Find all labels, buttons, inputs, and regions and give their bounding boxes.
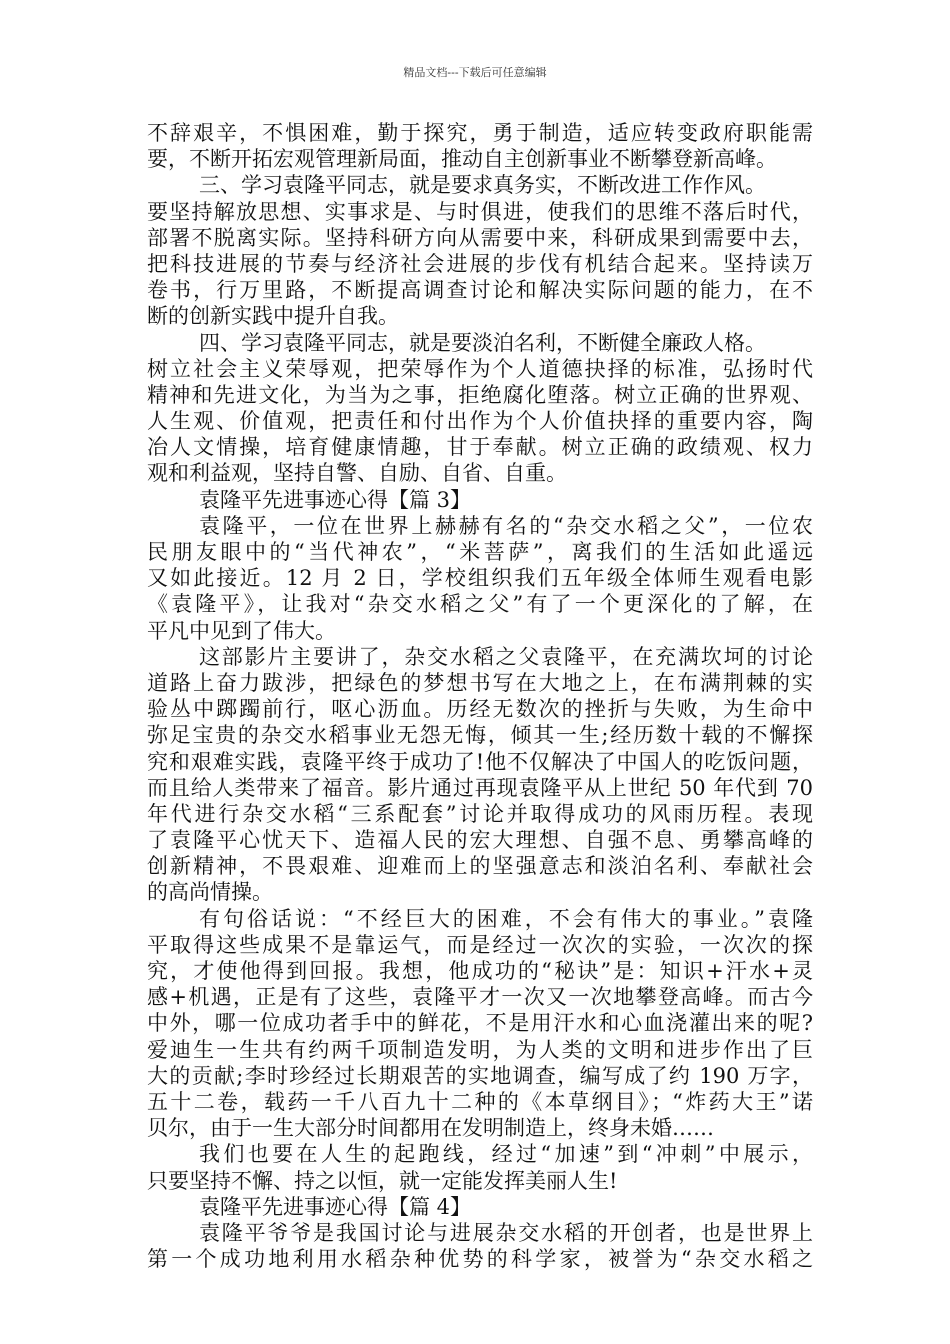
text-line: 只要坚持不懈、持之以恒，就一定能发挥美丽人生! (147, 1168, 618, 1193)
text-line: 《袁隆平》，让我对“杂交水稻之父”有了一个更深化的了解，在 (147, 592, 813, 617)
section-heading: 袁隆平先进事迹心得【篇 3】 (199, 487, 472, 512)
section-heading: 袁隆平先进事迹心得【篇 4】 (199, 1194, 472, 1219)
text-line: 了袁隆平心忧天下、造福人民的宏大理想、自强不息、勇攀高峰的 (147, 828, 813, 853)
page-header: 精品文档---下载后可任意编辑 (403, 66, 547, 79)
text-line: 袁隆平爷爷是我国讨论与进展杂交水稻的开创者，也是世界上 (199, 1220, 813, 1245)
text-line: 验丛中踯躅前行，呕心沥血。历经无数次的挫折与失败，为生命中 (147, 697, 813, 722)
text-line: 五十二卷，载药一千八百九十二种的《本草纲目》；“炸药大王”诺 (147, 1089, 813, 1114)
text-line: 要，不断开拓宏观管理新局面，推动自主创新事业不断攀登新高峰。 (147, 147, 777, 172)
text-line: 人生观、价值观，把责任和付出作为个人价值抉择的重要内容，陶 (147, 409, 813, 434)
document-body (147, 120, 813, 1272)
text-line: 平取得这些成果不是靠运气，而是经过一次次的实验，一次次的探 (147, 932, 813, 957)
text-line: 中外，哪一位成功者手中的鲜花，不是用汗水和心血浇灌出来的呢? (147, 1011, 813, 1036)
text-line: 卷书，行万里路，不断提高调查讨论和解决实际问题的能力，在不 (147, 278, 813, 303)
text-line: 三、学习袁隆平同志，就是要求真务实，不断改进工作作风。 (199, 173, 766, 198)
text-line: 有句俗话说：“不经巨大的困难，不会有伟大的事业。”袁隆 (199, 906, 813, 931)
text-line: 第一个成功地利用水稻杂种优势的科学家，被誉为“杂交水稻之 (147, 1247, 813, 1272)
text-line: 弥足宝贵的杂交水稻事业无怨无悔，倾其一生;经历数十载的不懈探 (147, 723, 813, 748)
text-line: 创新精神，不畏艰难、迎难而上的坚强意志和淡泊名利、奉献社会 (147, 854, 813, 879)
text-line: 要坚持解放思想、实事求是、与时俱进，使我们的思维不落后时代， (147, 199, 813, 224)
text-line: 树立社会主义荣辱观，把荣辱作为个人道德抉择的标准，弘扬时代 (147, 356, 813, 381)
text-line: 这部影片主要讲了，杂交水稻之父袁隆平，在充满坎坷的讨论 (199, 644, 813, 669)
text-line: 的高尚情操。 (147, 880, 273, 905)
text-line: 四、学习袁隆平同志，就是要淡泊名利，不断健全廉政人格。 (199, 330, 766, 355)
text-line: 精神和先进文化，为当为之事，拒绝腐化堕落。树立正确的世界观、 (147, 382, 813, 407)
text-line: 冶人文情操，培育健康情趣，甘于奉献。树立正确的政绩观、权力 (147, 435, 813, 460)
text-line: 民朋友眼中的“当代神农”，“米菩萨”，离我们的生活如此遥远 (147, 540, 813, 564)
text-line: 爱迪生一生共有约两千项制造发明，为人类的文明和进步作出了巨 (147, 1037, 813, 1062)
text-line: 部署不脱离实际。坚持科研方向从需要中来，科研成果到需要中去， (147, 225, 813, 250)
text-line: 袁隆平，一位在世界上赫赫有名的“杂交水稻之父”，一位农 (199, 513, 813, 538)
text-line: 道路上奋力跋涉，把绿色的梦想书写在大地之上，在布满荆棘的实 (147, 670, 813, 695)
text-line: 不辞艰辛，不惧困难，勤于探究，勇于制造，适应转变政府职能需 (147, 121, 813, 145)
text-line: 我们也要在人生的起跑线，经过“加速”到“冲刺”中展示， (199, 1142, 813, 1167)
text-line: 观和利益观，坚持自警、自励、自省、自重。 (147, 461, 567, 486)
text-line: 又如此接近。12 月 2 日，学校组织我们五年级全体师生观看电影 (147, 566, 813, 591)
text-line: 而且给人类带来了福音。影片通过再现袁隆平从上世纪 50 年代到 70 (147, 775, 813, 800)
text-line: 断的创新实践中提升自我。 (147, 304, 399, 329)
text-line: 贝尔，由于一生大部分时间都用在发明制造上，终身未婚…… (147, 1116, 714, 1141)
text-line: 究，才使他得到回报。我想，他成功的“秘诀”是：知识+汗水+灵 (147, 959, 813, 983)
text-line: 把科技进展的节奏与经济社会进展的步伐有机结合起来。坚持读万 (147, 251, 813, 276)
text-line: 平凡中见到了伟大。 (147, 618, 336, 643)
text-line: 大的贡献;李时珍经过长期艰苦的实地调查，编写成了约 190 万字， (147, 1063, 813, 1088)
text-line: 究和艰难实践，袁隆平终于成功了!他不仅解决了中国人的吃饭问题， (147, 749, 813, 774)
text-line: 年代进行杂交水稻“三系配套”讨论并取得成功的风雨历程。表现 (147, 801, 813, 826)
text-line: 感+机遇，正是有了这些，袁隆平才一次又一次地攀登高峰。而古今 (147, 985, 813, 1010)
